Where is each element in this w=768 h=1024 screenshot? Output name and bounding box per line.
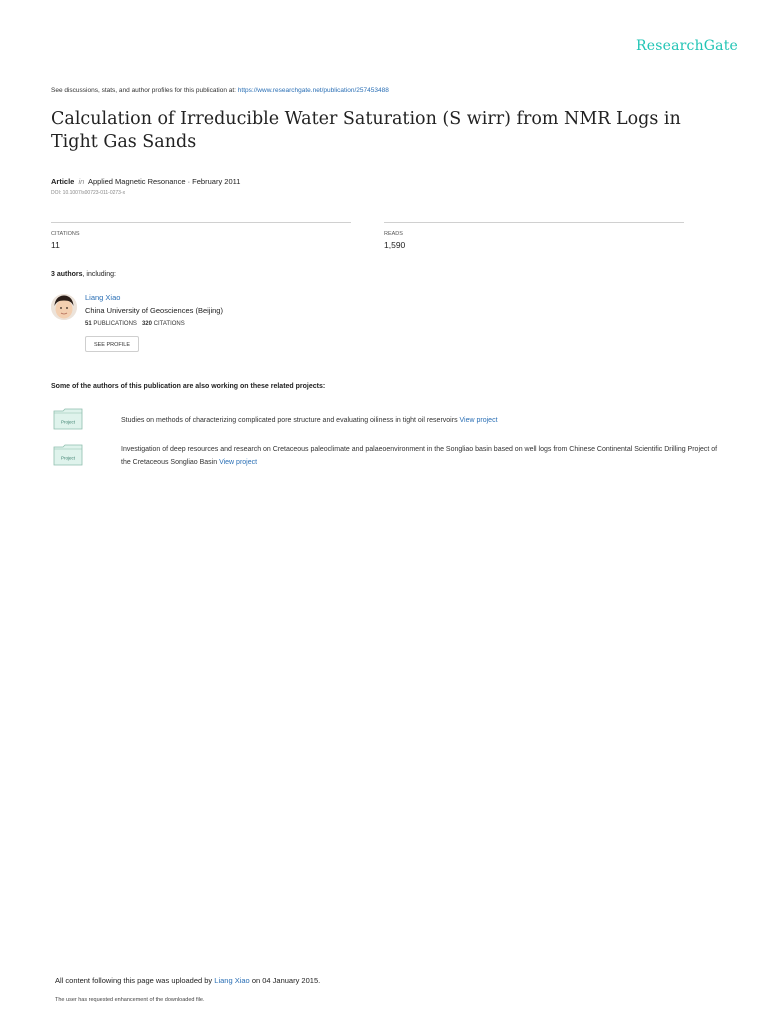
view-project-link[interactable]: View project bbox=[459, 417, 498, 424]
publication-url-link[interactable]: https://www.researchgate.net/publication/257453488 bbox=[237, 87, 389, 94]
upload-suffix: on 04 January 2015. bbox=[249, 976, 321, 985]
authors-count-bold: 3 authors bbox=[51, 271, 83, 278]
folder-label: Project bbox=[60, 419, 76, 425]
project-folder-icon[interactable] bbox=[53, 408, 83, 430]
author-publications-label: PUBLICATIONS bbox=[93, 321, 137, 327]
see-profile-button[interactable]: SEE PROFILE bbox=[85, 336, 139, 352]
reads-stat bbox=[384, 222, 684, 250]
discussion-line bbox=[51, 87, 389, 94]
article-type: Article bbox=[51, 177, 75, 186]
reads-label: READS bbox=[384, 231, 403, 237]
researchgate-logo[interactable]: ResearchGate bbox=[636, 38, 739, 54]
citations-value: 11 bbox=[51, 240, 60, 250]
project-description: Investigation of deep resources and research on Cretaceous paleoclimate and palaeoenvironment in the Songliao basin based on well logs from Chinese Continental Scientific Drilling Project of the Cretaceous Songliao Basin bbox=[121, 446, 718, 466]
authors-count bbox=[51, 271, 116, 278]
project-folder-icon[interactable] bbox=[53, 444, 83, 466]
view-project-link[interactable]: View project bbox=[219, 459, 258, 466]
authors-count-rest: , including: bbox=[82, 271, 116, 278]
author-stats bbox=[85, 321, 185, 327]
article-doi: DOI: 10.1007/s00723-011-0273-x bbox=[51, 190, 126, 196]
related-project-item bbox=[121, 443, 721, 469]
author-citations-label: CITATIONS bbox=[153, 321, 185, 327]
author-publications-count: 51 bbox=[85, 321, 92, 327]
enhancement-note: The user has requested enhancement of the downloaded file. bbox=[55, 997, 205, 1003]
author-avatar[interactable] bbox=[51, 294, 77, 320]
discussion-text: See discussions, stats, and author profiles for this publication at: bbox=[51, 87, 238, 94]
article-title: Calculation of Irreducible Water Saturation (S wirr) from NMR Logs in Tight Gas Sands bbox=[51, 109, 681, 152]
author-citations-count: 320 bbox=[141, 321, 152, 327]
citations-stat bbox=[51, 222, 351, 250]
author-institution: China University of Geosciences (Beijing) bbox=[85, 306, 223, 315]
citations-label: CITATIONS bbox=[51, 231, 80, 237]
person-avatar-icon bbox=[51, 294, 77, 320]
related-projects-heading: Some of the authors of this publication are also working on these related projects: bbox=[51, 383, 326, 390]
article-meta bbox=[51, 177, 240, 186]
author-name-link[interactable]: Liang Xiao bbox=[85, 293, 121, 302]
journal-date[interactable]: Applied Magnetic Resonance · February 2011 bbox=[87, 177, 241, 186]
in-word: in bbox=[78, 177, 85, 186]
project-description: Studies on methods of characterizing complicated pore structure and evaluating oiliness in tight oil reservoirs bbox=[121, 417, 460, 424]
upload-note bbox=[55, 976, 320, 985]
upload-prefix: All content following this page was uploaded by bbox=[55, 976, 215, 985]
reads-value: 1,590 bbox=[384, 240, 406, 250]
related-project-item bbox=[121, 414, 721, 427]
uploader-link[interactable]: Liang Xiao bbox=[214, 976, 250, 985]
folder-label: Project bbox=[60, 455, 76, 461]
